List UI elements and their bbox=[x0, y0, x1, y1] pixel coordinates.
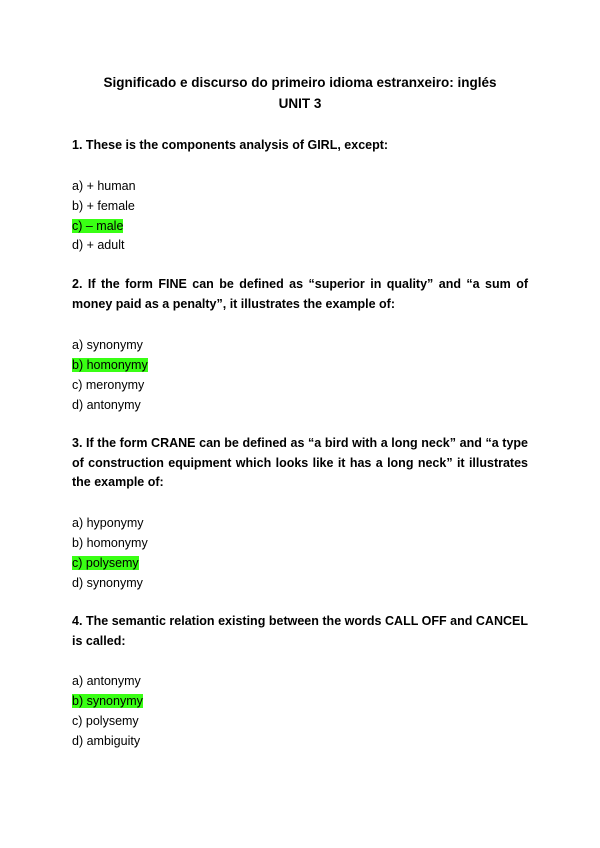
question-1-option-c bbox=[72, 218, 123, 234]
answer-highlight: c) polysemy bbox=[72, 556, 139, 570]
question-1: 1. These is the components analysis of GIRL, except: bbox=[72, 138, 389, 152]
question-4-option-d: d) ambiguity bbox=[72, 734, 141, 748]
question-4-option-b bbox=[72, 693, 143, 709]
answer-highlight: b) homonymy bbox=[72, 358, 148, 372]
question-2-option-a: a) synonymy bbox=[72, 338, 143, 352]
question-2-option-c: c) meronymy bbox=[72, 378, 145, 392]
answer-highlight: c) – male bbox=[72, 219, 124, 233]
question-2-option-b bbox=[72, 357, 148, 373]
question-4: 4. The semantic relation existing between the words CALL OFF and CANCEL is called: bbox=[72, 614, 528, 648]
question-1-option-d: d) + adult bbox=[72, 238, 125, 252]
question-1-option-b: b) + female bbox=[72, 199, 135, 213]
question-1-option-a: a) + human bbox=[72, 179, 136, 193]
document-title: Significado e discurso do primeiro idioma estranxeiro: inglés bbox=[103, 75, 497, 90]
question-4-option-a: a) antonymy bbox=[72, 674, 141, 688]
question-3-option-b: b) homonymy bbox=[72, 536, 148, 550]
question-4-option-c: c) polysemy bbox=[72, 714, 139, 728]
question-3-option-a: a) hyponymy bbox=[72, 516, 144, 530]
question-2: 2. If the form FINE can be defined as “superior in quality” and “a sum of money paid as a penalty”, it illustrates the example of: bbox=[72, 277, 528, 311]
unit-heading: UNIT 3 bbox=[278, 96, 322, 111]
question-2-option-d: d) antonymy bbox=[72, 398, 141, 412]
question-3-option-c bbox=[72, 555, 139, 571]
answer-highlight: b) synonymy bbox=[72, 694, 143, 708]
question-3: 3. If the form CRANE can be defined as “a bird with a long neck” and “a type of construction equipment which looks like it has a long neck” it illustrates the example of: bbox=[72, 436, 528, 489]
question-3-option-d: d) synonymy bbox=[72, 576, 143, 590]
